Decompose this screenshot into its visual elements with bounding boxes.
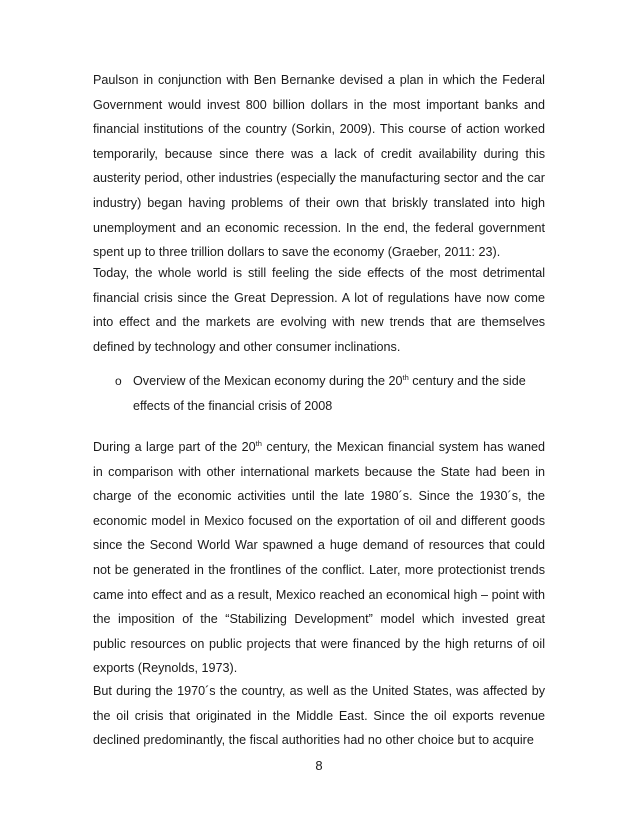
bullet-superscript: th — [402, 372, 409, 382]
bullet-text-start: Overview of the Mexican economy during the 20 — [133, 374, 403, 388]
paragraph-mexican-financial-system — [93, 435, 545, 681]
paragraph-text-start: During a large part of the 20 — [93, 440, 256, 454]
paragraph-text-end: century, the Mexican financial system has waned in comparison with other international markets because the State had been in charge of the economic activities until the late 1980´s. Since the 1930´s, the economic model in Mexico focused on the exportation of oil and different goods since the Second World War spawned a huge demand of resources that could not be generated in the frontlines of the conflict. Later, more protectionist trends came into effect and as a result, Mexico reached an economical high – point with the imposition of the “Stabilizing Development” model which invested great public resources on public projects that were financed by the high returns of oil exports (Reynolds, 1973). — [93, 440, 545, 676]
bullet-text-end: century and the side effects of the financial crisis of 2008 — [133, 374, 526, 413]
page-number: 8 — [315, 758, 323, 773]
paragraph-paulson-plan: Paulson in conjunction with Ben Bernanke devised a plan in which the Federal Government would invest 800 billion dollars in the most important banks and financial institutions of the country (Sorkin, 2009). This course of action worked temporarily, because since there was a lack of credit availability during this austerity period, other industries (especially the manufacturing sector and the car industry) began having problems of their own that briskly translated into high unemployment and an economic recession. In the end, the federal government spent up to three trillion dollars to save the economy (Graeber, 2011: 23). — [93, 73, 545, 260]
bullet-item-mexican-overview — [115, 369, 551, 418]
bullet-marker: o — [115, 374, 122, 388]
paragraph-oil-crisis: But during the 1970´s the country, as well as the United States, was affected by the oil crisis that originated in the Middle East. Since the oil exports revenue declined predominantly, the fiscal authorities had no other choice but to acquire — [93, 684, 545, 748]
paragraph-superscript: th — [255, 438, 262, 448]
paragraph-world-side-effects: Today, the whole world is still feeling the side effects of the most detrimental financial crisis since the Great Depression. A lot of regulations have now come into effect and the markets are evolving with new trends that are themselves defined by technology and other consumer inclinations. — [93, 266, 545, 354]
bullet-text — [131, 369, 551, 418]
